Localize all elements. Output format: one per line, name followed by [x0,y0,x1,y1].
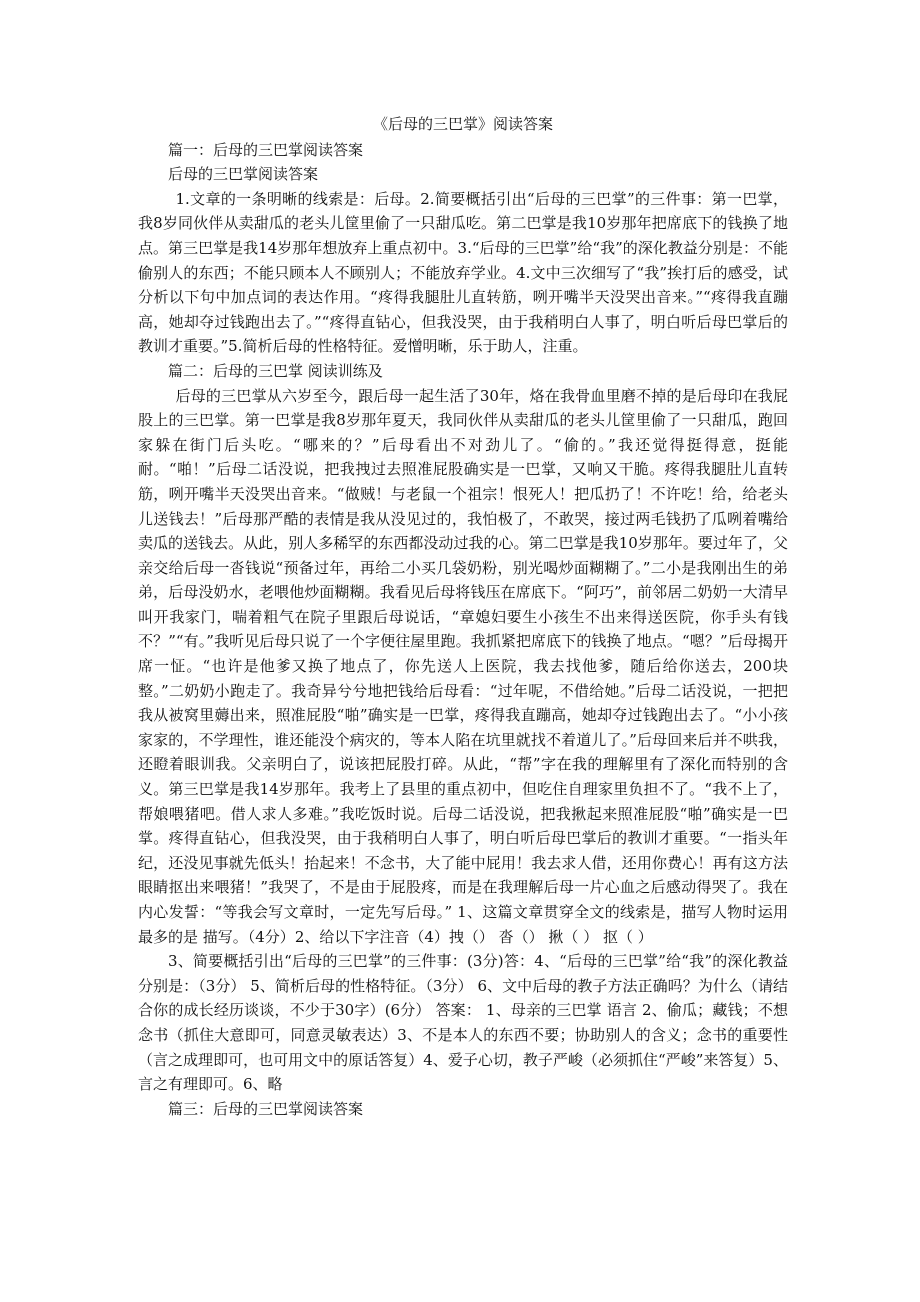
section-1-heading: 篇一：后母的三巴掌阅读答案 [168,140,364,159]
section-2-heading: 篇二：后母的三巴掌 阅读训练及 [168,361,383,380]
section-1-subheading: 后母的三巴掌阅读答案 [168,165,319,184]
document-title: 《后母的三巴掌》阅读答案 [372,115,553,133]
section-2-questions-and-answers: 3、简要概括引出“后母的三巴掌”的三件事：(3分)答：4、“后母的三巴掌”给“我”的深化教益分别是：（3分） 5、简析后母的性格特征。（3分） 6、文中后母的教子方法正确吗？为什么（请结合你的成长经历谈谈，不少于30字）(6分） 答案： 1、母亲的三巴掌 语言 2、偷瓜；藏钱；不想念书（抓住大意即可，同意灵敏表达）3、不是本人的东西不要；协助别人的含义；念书的重要性（言之成理即可，也可用文中的原话答复）4、爱子心切，教子严峻（必须抓住“严峻”来答复）5、言之有理即可。6、略 [138,952,788,1094]
document-page [138,112,788,1121]
section-1-body: 1.文章的一条明晰的线索是：后母。2.简要概括引出“后母的三巴掌”的三件事：第一巴掌，我8岁同伙伴从卖甜瓜的老头儿筐里偷了一只甜瓜吃。第二巴掌是我10岁那年把席底下的钱换了地点。第三巴掌是我14岁那年想放弃上重点初中。3.“后母的三巴掌”给“我”的深化教益分别是：不能偷别人的东西；不能只顾本人不顾别人；不能放弃学业。4.文中三次细写了“我”挨打后的感受，试分析以下句中加点词的表达作用。“疼得我腿肚儿直转筋，咧开嘴半天没哭出音来。”“疼得我直蹦高，她却夺过钱跑出去了。”“疼得直钻心，但我没哭，由于我稍明白人事了，明白听后母巴掌后的教训才重要。”5.简析后母的性格特征。爱憎明晰，乐于助人，注重。 [138,189,788,356]
section-2-body: 后母的三巴掌从六岁至今，跟后母一起生活了30年，烙在我骨血里磨不掉的是后母印在我屁股上的三巴掌。第一巴掌是我8岁那年夏天，我同伙伴从卖甜瓜的老头儿筐里偷了一只甜瓜，跑回家躲在街门后头吃。“哪来的？”后母看出不对劲儿了。“偷的。”我还觉得挺得意，挺能耐。“啪！”后母二话没说，把我拽过去照准屁股确实是一巴掌，又响又干脆。疼得我腿肚儿直转筋，咧开嘴半天没哭出音来。“做贼！与老鼠一个祖宗！恨死人！把瓜扔了！不许吃！给，给老头儿送钱去！”后母那严酷的表情是我从没见过的，我怕极了，不敢哭，接过两毛钱扔了瓜咧着嘴给卖瓜的送钱去。从此，别人多稀罕的东西都没动过我的心。第二巴掌是我10岁那年。要过年了，父亲交给后母一沓钱说“预备过年，再给二小买几袋奶粉，别光喝炒面糊糊了。”二小是我刚出生的弟弟，后母没奶水，老喂他炒面糊糊。我看见后母将钱压在席底下。“阿巧”，前邻居二奶奶一大清早叫开我家门，喘着粗气在院子里跟后母说话，“章媳妇要生小孩生不出来得送医院，你手头有钱不？”“有。”我听见后母只说了一个字便往屋里跑。我抓紧把席底下的钱换了地点。“嗯？”后母揭开席一怔。“也许是他爹又换了地点了，你先送人上医院，我去找他爹，随后给你送去，200块整。”二奶奶小跑走了。我奇异兮兮地把钱给后母看：“过年呢，不借给她。”后母二话没说，一把把我从被窝里薅出来，照准屁股“啪”确实是一巴掌，疼得我直蹦高，她却夺过钱跑出去了。“小小孩家家的，不学理性，谁还能没个病灾的，等本人陷在坑里就找不着道儿了。”后母回来后并不哄我，还瞪着眼训我。父亲明白了，说该把屁股打碎。从此，“帮”字在我的理解里有了深化而特别的含义。第三巴掌是我14岁那年。我考上了县里的重点初中，但吃住自理家里负担不了。“我不上了，帮娘喂猪吧。借人求人多难。”我吃饭时说。后母二话没说，把我揪起来照准屁股“啪”确实是一巴掌。疼得直钻心，但我没哭，由于我稍明白人事了，明白听后母巴掌后的教训才重要。“一指头年纪，还没见事就先低头！抬起来！不念书，大了能中屁用！我去求人借，还用你费心！再有这方法眼睛抠出来喂猪！”我哭了，不是由于屁股疼，而是在我理解后母一片心血之后感动得哭了。我在内心发誓：“等我会写文章时，一定先写后母。” 1、这篇文章贯穿全文的线索是，描写人物时运用最多的是 描写。（4分）2、给以下字注音（4）拽（） 沓（） 揪（ ） 抠（ ） [138,386,788,946]
section-3-heading: 篇三：后母的三巴掌阅读答案 [168,1099,364,1118]
